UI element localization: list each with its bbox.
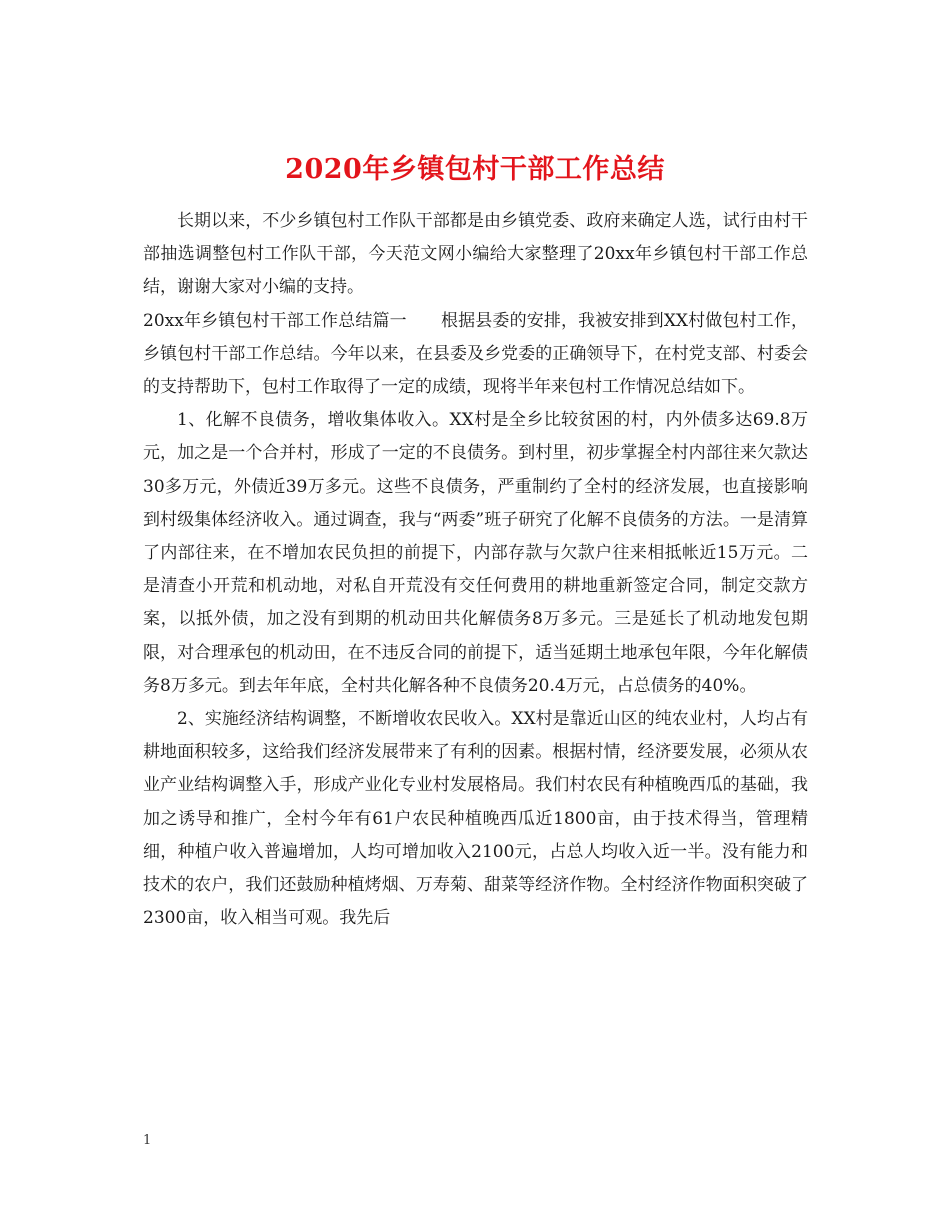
paragraph-section-one: 20xx年乡镇包村干部工作总结篇一 根据县委的安排，我被安排到XX村做包村工作，乡镇包村干部工作总结。今年以来，在县委及乡党委的正确领导下，在村党支部、村委会的支持帮助下，包村工作取得了一定的成绩，现将半年来包村工作情况总结如下。 bbox=[143, 310, 808, 398]
paragraph-intro: 长期以来，不少乡镇包村工作队干部都是由乡镇党委、政府来确定人选，试行由村干部抽选调整包村工作队干部，今天范文网小编给大家整理了20xx年乡镇包村干部工作总结，谢谢大家对小编的支持。 bbox=[143, 211, 808, 298]
paragraph-debt-resolution: 1、化解不良债务，增收集体收入。XX村是全乡比较贫困的村，内外债多达69.8万元，加之是一个合并村，形成了一定的不良债务。到村里，初步掌握全村内部往来欠款达30多万元，外债近39万多元。这些不良债务，严重制约了全村的经济发展，也直接影响到村级集体经济收入。通过调查，我与“两委”班子研究了化解不良债务的方法。一是清算了内部往来，在不增加农民负担的前提下，内部存款与欠款户往来相抵帐近15万元。二是清查小开荒和机动地，对私自开荒没有交任何费用的耕地重新签定合同，制定交款方案，以抵外债，加之没有到期的机动田共化解债务8万多元。三是延长了机动地发包期限，对合理承包的机动田，在不违反合同的前提下，适当延期土地承包年限，今年化解债务8万多元。到去年年底，全村共化解各种不良债务20.4万元，占总债务的40%。 bbox=[143, 410, 808, 696]
paragraph-economic-restructuring: 2、实施经济结构调整，不断增收农民收入。XX村是靠近山区的纯农业村，人均占有耕地面积较多，这给我们经济发展带来了有利的因素。根据村情，经济要发展，必须从农业产业结构调整入手，形成产业化专业村发展格局。我们村农民有种植晚西瓜的基础，我加之诱导和推广，全村今年有61户农民种植晚西瓜近1800亩，由于技术得当，管理精细，种植户收入普遍增加，人均可增加收入2100元，占总人均收入近一半。没有能力和技术的农户，我们还鼓励种植烤烟、万寿菊、甜菜等经济作物。全村经济作物面积突破了2300亩，收入相当可观。我先后 bbox=[143, 709, 808, 929]
page-number: 1 bbox=[143, 1133, 152, 1148]
document-body bbox=[143, 205, 808, 935]
document-title: 2020年乡镇包村干部工作总结 bbox=[285, 154, 665, 186]
